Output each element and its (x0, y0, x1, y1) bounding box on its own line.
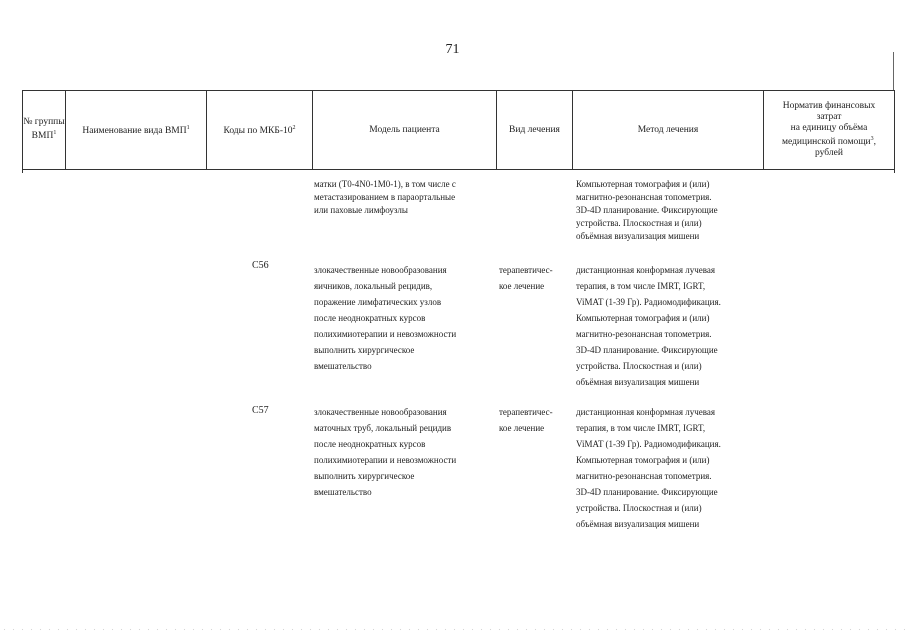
text-line: после неоднократных курсов (314, 313, 426, 323)
header-financial-norm: Норматив финансовых затрат на единицу объёма медицинской помощи$^3$, рублей (763, 90, 895, 170)
text-line: ViMAT (1-39 Гр). Радиомодификация. (576, 439, 721, 449)
text-line: ViMAT (1-39 Гр). Радиомодификация. (576, 297, 721, 307)
text-line: магнитно-резонансная топометрия. (576, 471, 712, 481)
text-line: после неоднократных курсов (314, 439, 426, 449)
text-line: магнитно-резонансная топометрия. (576, 192, 712, 202)
header-vmp-name-sup: 1 (186, 124, 190, 131)
text-line: устройства. Плоскостная и (или) (576, 218, 702, 228)
column-line (22, 170, 23, 173)
header-norm-line: на единицу объёма (790, 122, 868, 133)
header-treatment-method-label: Метод лечения (637, 124, 699, 135)
row3-patient-model (314, 404, 456, 500)
header-vmp-name (65, 90, 207, 170)
text-line: магнитно-резонансная топометрия. (576, 329, 712, 339)
column-line (894, 170, 895, 173)
text-line: поражение лимфатических узлов (314, 297, 442, 307)
header-patient-model-label: Модель пациента (369, 124, 440, 135)
text-line: кое лечение (499, 423, 545, 433)
row2-patient-model (314, 262, 456, 374)
text-line: маточных труб, локальный рецидив (314, 423, 452, 433)
page-edge-mark (893, 52, 894, 92)
text-line: терапия, в том числе IMRT, IGRT, (576, 281, 706, 291)
text-line: терапевтичес- (499, 407, 553, 417)
text-line: дистанционная конформная лучевая (576, 265, 715, 275)
text-line: 3D-4D планирование. Фиксирующие (576, 487, 718, 497)
row1-method (576, 178, 718, 243)
text-line: вмешательство (314, 361, 372, 371)
page-number: 71 (445, 42, 460, 57)
text-line: или паховые лимфоузлы (314, 205, 408, 215)
text-line: дистанционная конформная лучевая (576, 407, 715, 417)
row3-method (576, 404, 721, 532)
text-line: терапия, в том числе IMRT, IGRT, (576, 423, 706, 433)
header-norm-line: медицинской помощи (781, 137, 871, 148)
header-norm-sup: 3 (870, 135, 874, 142)
row3-treatment-type (499, 404, 553, 436)
text-line: терапевтичес- (499, 265, 553, 275)
header-treatment-type (496, 90, 573, 170)
row2-treatment-type (499, 262, 553, 294)
text-line: Компьютерная томография и (или) (576, 455, 710, 465)
header-treatment-type-label: Вид лечения (509, 124, 560, 135)
text-line: матки (T0-4N0-1M0-1), в том числе с (314, 179, 456, 189)
header-icd-codes (206, 90, 313, 170)
header-icd-codes-label: Коды по МКБ-10 (223, 126, 293, 137)
text-line: выполнить хирургическое (314, 345, 415, 355)
header-norm-tail: рублей (815, 148, 843, 159)
text-line: злокачественные новообразования (314, 407, 447, 417)
header-icd-codes-sup: 2 (292, 124, 296, 131)
header-vmp-name-label: Наименование вида ВМП (82, 126, 187, 137)
text-line: объёмная визуализация мишени (576, 519, 700, 529)
text-line: выполнить хирургическое (314, 471, 415, 481)
text-line: устройства. Плоскостная и (или) (576, 361, 702, 371)
text-line: метастазированием в параортальные (314, 192, 456, 202)
header-group-number (22, 90, 66, 170)
header-treatment-method (572, 90, 764, 170)
header-group-number-sup: 1 (53, 130, 57, 137)
text-line: Компьютерная томография и (или) (576, 179, 710, 189)
text-line: Компьютерная томография и (или) (576, 313, 710, 323)
row1-patient-model (314, 178, 456, 217)
header-norm-line: затрат (816, 111, 842, 122)
header-norm-line: Норматив финансовых (782, 100, 876, 111)
text-line: объёмная визуализация мишени (576, 231, 700, 241)
row2-icd-code: C56 (252, 260, 269, 271)
header-group-number-label: № группы ВМП (23, 117, 65, 142)
text-line: полихимиотерапии и невозможности (314, 455, 457, 465)
text-line: злокачественные новообразования (314, 265, 447, 275)
text-line: яичников, локальный рецидив, (314, 281, 433, 291)
row2-method (576, 262, 721, 390)
text-line: устройства. Плоскостная и (или) (576, 503, 702, 513)
text-line: полихимиотерапии и невозможности (314, 329, 457, 339)
text-line: вмешательство (314, 487, 372, 497)
text-line: кое лечение (499, 281, 545, 291)
scan-noise-bottom (0, 628, 905, 631)
text-line: объёмная визуализация мишени (576, 377, 700, 387)
header-patient-model (312, 90, 497, 170)
text-line: 3D-4D планирование. Фиксирующие (576, 345, 718, 355)
row3-icd-code: C57 (252, 405, 269, 416)
text-line: 3D-4D планирование. Фиксирующие (576, 205, 718, 215)
